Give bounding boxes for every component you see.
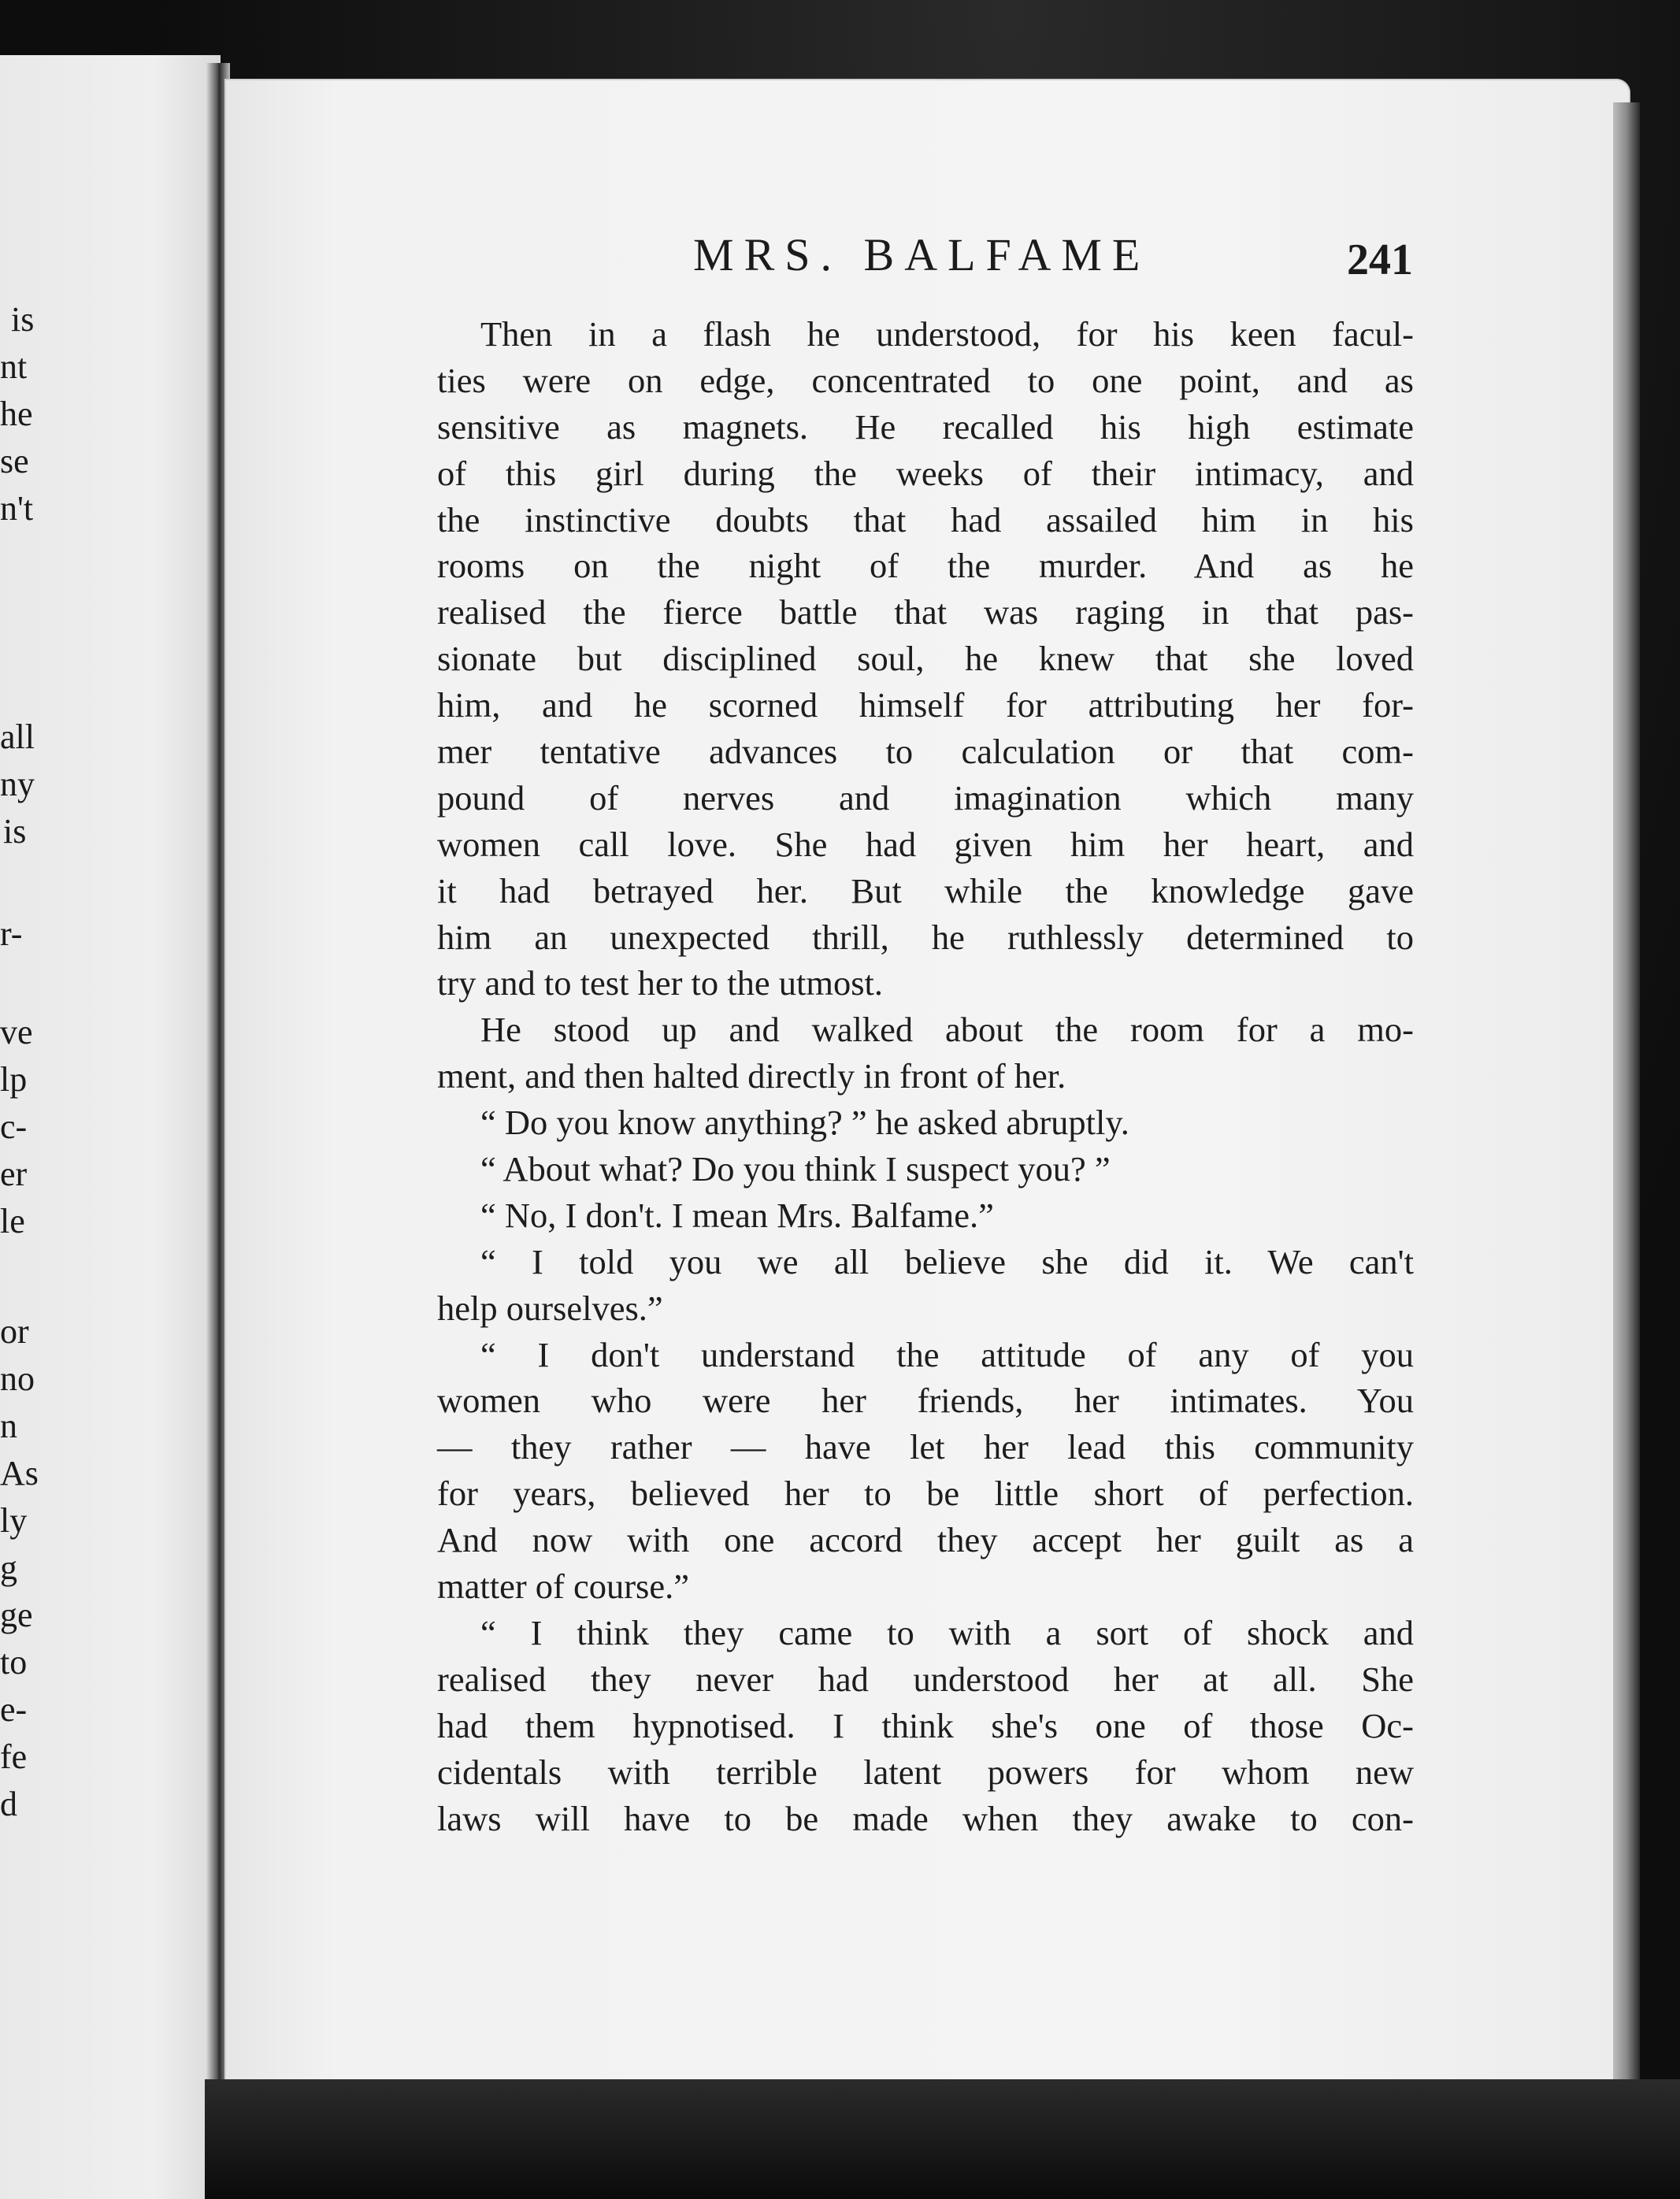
text-line: “ I told you we all believe she did it. We can't <box>480 1241 1414 1281</box>
text-line: “ Do you know anything? ” he asked abruptly. <box>480 1103 1129 1143</box>
text-line: had them hypnotised. I think she's one of those Oc- <box>437 1705 1414 1745</box>
facing-fragment: c- <box>0 1107 28 1146</box>
page-number: 241 <box>1347 235 1413 284</box>
facing-fragment: ge <box>0 1596 33 1634</box>
text-line: women who were her friends, her intimates. You <box>437 1381 1414 1421</box>
text-line: help ourselves.” <box>437 1288 663 1328</box>
facing-fragment: se <box>0 442 29 480</box>
facing-fragment: le <box>0 1202 25 1240</box>
text-line: try and to test her to the utmost. <box>437 963 884 1003</box>
facing-fragment: n <box>0 1407 17 1445</box>
text-line: Then in a flash he understood, for his keen facul- <box>480 314 1414 354</box>
text-line: He stood up and walked about the room for a mo- <box>480 1010 1414 1050</box>
facing-fragment: e- <box>0 1690 28 1729</box>
text-line: women call love. She had given him her heart, and <box>437 824 1414 864</box>
text-line: ties were on edge, concentrated to one point, and as <box>437 360 1414 400</box>
facing-fragment: g <box>0 1548 17 1587</box>
text-line: realised they never had understood her at all. She <box>437 1659 1414 1699</box>
text-line: the instinctive doubts that had assailed him in his <box>437 499 1414 540</box>
text-line: “ I think they came to with a sort of shock and <box>480 1612 1414 1652</box>
text-line: realised the fierce battle that was raging in that pas- <box>437 592 1414 632</box>
text-line: — they rather — have let her lead this community <box>437 1427 1414 1467</box>
text-line: And now with one accord they accept her guilt as a <box>437 1520 1414 1560</box>
text-line: “ I don't understand the attitude of any of you <box>480 1334 1414 1374</box>
text-line: laws will have to be made when they awake to con- <box>437 1798 1414 1838</box>
facing-fragment: to <box>0 1643 28 1682</box>
facing-fragment: fe <box>0 1737 28 1776</box>
facing-fragment: is <box>11 300 35 339</box>
page-edge <box>1613 102 1640 2087</box>
facing-fragment: er <box>0 1155 28 1193</box>
facing-page <box>0 55 221 2199</box>
text-line: pound of nerves and imagination which many <box>437 777 1414 818</box>
text-line: ment, and then halted directly in front of her. <box>437 1056 1066 1096</box>
facing-fragment: ly <box>0 1501 28 1540</box>
text-line: sionate but disciplined soul, he knew that she loved <box>437 639 1414 679</box>
text-line: him, and he scorned himself for attributing her for- <box>437 685 1414 725</box>
facing-fragment: he <box>0 395 33 433</box>
text-line: of this girl during the weeks of their intimacy, and <box>437 453 1414 493</box>
text-line: cidentals with terrible latent powers for whom new <box>437 1752 1414 1792</box>
facing-fragment: As <box>0 1454 39 1493</box>
facing-fragment: ve <box>0 1013 33 1051</box>
bottom-shadow <box>205 2079 1680 2199</box>
facing-fragment: nt <box>0 347 28 386</box>
text-line: him an unexpected thrill, he ruthlessly determined to <box>437 917 1414 957</box>
text-line: it had betrayed her. But while the knowledge gave <box>437 870 1414 910</box>
facing-fragment: is <box>3 812 27 851</box>
text-line: “ No, I don't. I mean Mrs. Balfame.” <box>480 1195 994 1235</box>
facing-fragment: or <box>0 1312 29 1351</box>
facing-fragment: all <box>0 718 35 756</box>
running-header-title: MRS. BALFAME <box>693 229 1151 280</box>
text-line: sensitive as magnets. He recalled his high estimate <box>437 406 1414 447</box>
text-line: matter of course.” <box>437 1567 689 1607</box>
text-line: for years, believed her to be little short of perfection. <box>437 1474 1414 1514</box>
text-line: mer tentative advances to calculation or that com- <box>437 732 1414 772</box>
text-line: “ About what? Do you think I suspect you? ” <box>480 1149 1111 1189</box>
facing-fragment: no <box>0 1359 35 1398</box>
facing-fragment: r- <box>0 914 23 953</box>
facing-fragment: n't <box>0 489 34 528</box>
facing-fragment: lp <box>0 1060 28 1099</box>
page-body <box>437 311 1414 1841</box>
facing-fragment: d <box>0 1785 17 1823</box>
text-line: rooms on the night of the murder. And as he <box>437 546 1414 586</box>
facing-fragment: ny <box>0 765 35 803</box>
